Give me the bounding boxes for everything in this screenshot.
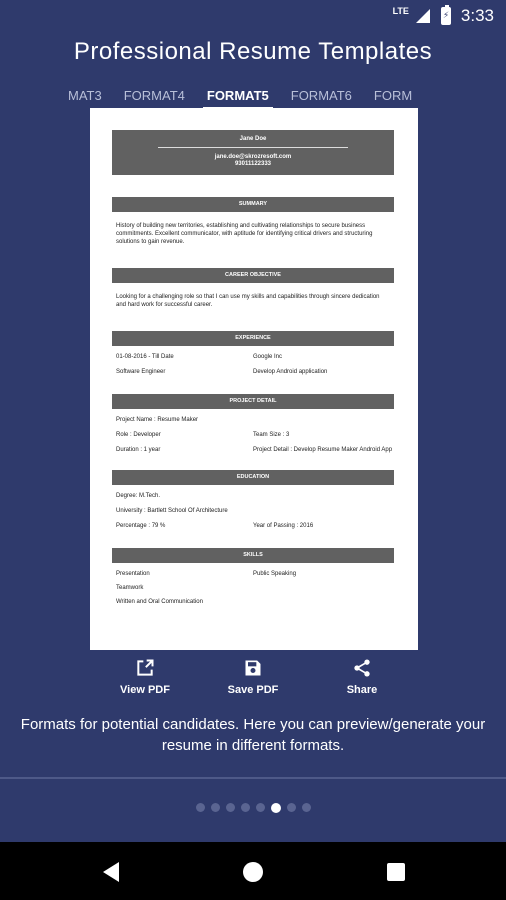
skill-item: Teamwork <box>116 585 144 591</box>
experience-description: Develop Android application <box>253 369 328 375</box>
recents-button[interactable] <box>376 860 416 884</box>
experience-grid <box>112 346 394 376</box>
resume-phone: 93011122333 <box>234 161 272 167</box>
education-percentage: Percentage : 79 % <box>116 523 166 529</box>
project-role: Role : Developer <box>116 432 161 438</box>
share-button[interactable] <box>322 656 402 696</box>
project-duration: Duration : 1 year <box>116 447 161 453</box>
format-tabs <box>68 86 418 108</box>
action-bar <box>0 656 506 698</box>
section-summary: SUMMARY <box>112 197 394 212</box>
network-type: LTE <box>392 6 409 16</box>
back-button[interactable] <box>91 860 131 884</box>
resume-header <box>112 130 394 175</box>
header-divider <box>158 147 348 148</box>
page-dot[interactable] <box>256 803 265 812</box>
battery-charging-icon: ⚡ <box>441 7 451 25</box>
divider <box>0 777 506 779</box>
project-name: Project Name : Resume Maker <box>116 417 199 423</box>
project-detail: Project Detail : Develop Resume Maker Android App <box>253 447 393 453</box>
experience-date: 01-08-2016 - Till Date <box>116 354 174 360</box>
page-dot[interactable] <box>241 803 250 812</box>
section-experience: EXPERIENCE <box>112 331 394 346</box>
save-icon <box>243 658 263 678</box>
tab-format5[interactable]: FORMAT5 <box>207 86 269 109</box>
experience-role: Software Engineer <box>116 369 166 375</box>
skill-item: Public Speaking <box>253 571 297 577</box>
page-dot[interactable] <box>302 803 311 812</box>
back-icon <box>101 861 121 883</box>
experience-company: Google Inc <box>253 354 283 360</box>
recents-icon <box>386 862 406 882</box>
section-career-objective: CAREER OBJECTIVE <box>112 268 394 283</box>
open-external-icon <box>135 658 155 678</box>
objective-text: Looking for a challenging role so that I can use my skills and capabilities through sincere dedication and hard work for successful career. <box>116 294 380 308</box>
save-pdf-button[interactable] <box>213 656 293 696</box>
clock: 3:33 <box>460 6 494 25</box>
education-year: Year of Passing : 2016 <box>253 523 314 529</box>
resume-preview[interactable] <box>90 108 418 650</box>
page-dot-active[interactable] <box>271 803 281 813</box>
tab-format3[interactable]: MAT3 <box>68 88 102 103</box>
page-dot[interactable] <box>226 803 235 812</box>
tab-format4[interactable]: FORMAT4 <box>123 88 185 103</box>
project-grid <box>112 409 394 454</box>
share-label: Share <box>346 684 378 696</box>
view-pdf-label: View PDF <box>120 684 170 696</box>
page-dot[interactable] <box>196 803 205 812</box>
section-project-detail: PROJECT DETAIL <box>112 394 394 409</box>
resume-document <box>112 130 394 606</box>
education-grid <box>112 485 394 530</box>
resume-email: jane.doe@skrozresoft.com <box>214 154 292 160</box>
tab-format6[interactable]: FORMAT6 <box>290 88 352 103</box>
page-dot[interactable] <box>211 803 220 812</box>
share-icon <box>352 658 372 678</box>
page-dot[interactable] <box>287 803 296 812</box>
education-university: University : Bartlett School Of Architecture <box>116 508 228 514</box>
home-icon <box>242 861 264 883</box>
tab-format7[interactable]: FORM <box>373 88 413 103</box>
skill-item: Presentation <box>116 571 150 577</box>
resume-name: Jane Doe <box>239 136 267 142</box>
skill-item: Written and Oral Communication <box>116 599 203 605</box>
summary-text: History of building new territories, establishing and cultivating relationships to secure business commitments. Excellent communicator, with aptitude for identifying critical drivers and structuring solutions to gain revenue. <box>116 223 373 245</box>
status-bar <box>0 0 506 30</box>
onboarding-description: Formats for potential candidates. Here you can preview/generate your resume in different formats. <box>20 716 486 754</box>
navigation-bar <box>0 842 506 900</box>
page-title: Professional Resume Templates <box>73 38 433 65</box>
page-indicator <box>0 803 506 813</box>
view-pdf-button[interactable] <box>105 656 185 696</box>
education-degree: Degree: M.Tech. <box>116 493 161 499</box>
signal-icon <box>415 8 431 24</box>
section-skills: SKILLS <box>112 548 394 563</box>
skills-grid <box>112 563 394 606</box>
home-button[interactable] <box>233 860 273 884</box>
section-education: EDUCATION <box>112 470 394 485</box>
project-team-size: Team Size : 3 <box>253 432 290 438</box>
save-pdf-label: Save PDF <box>227 684 279 696</box>
